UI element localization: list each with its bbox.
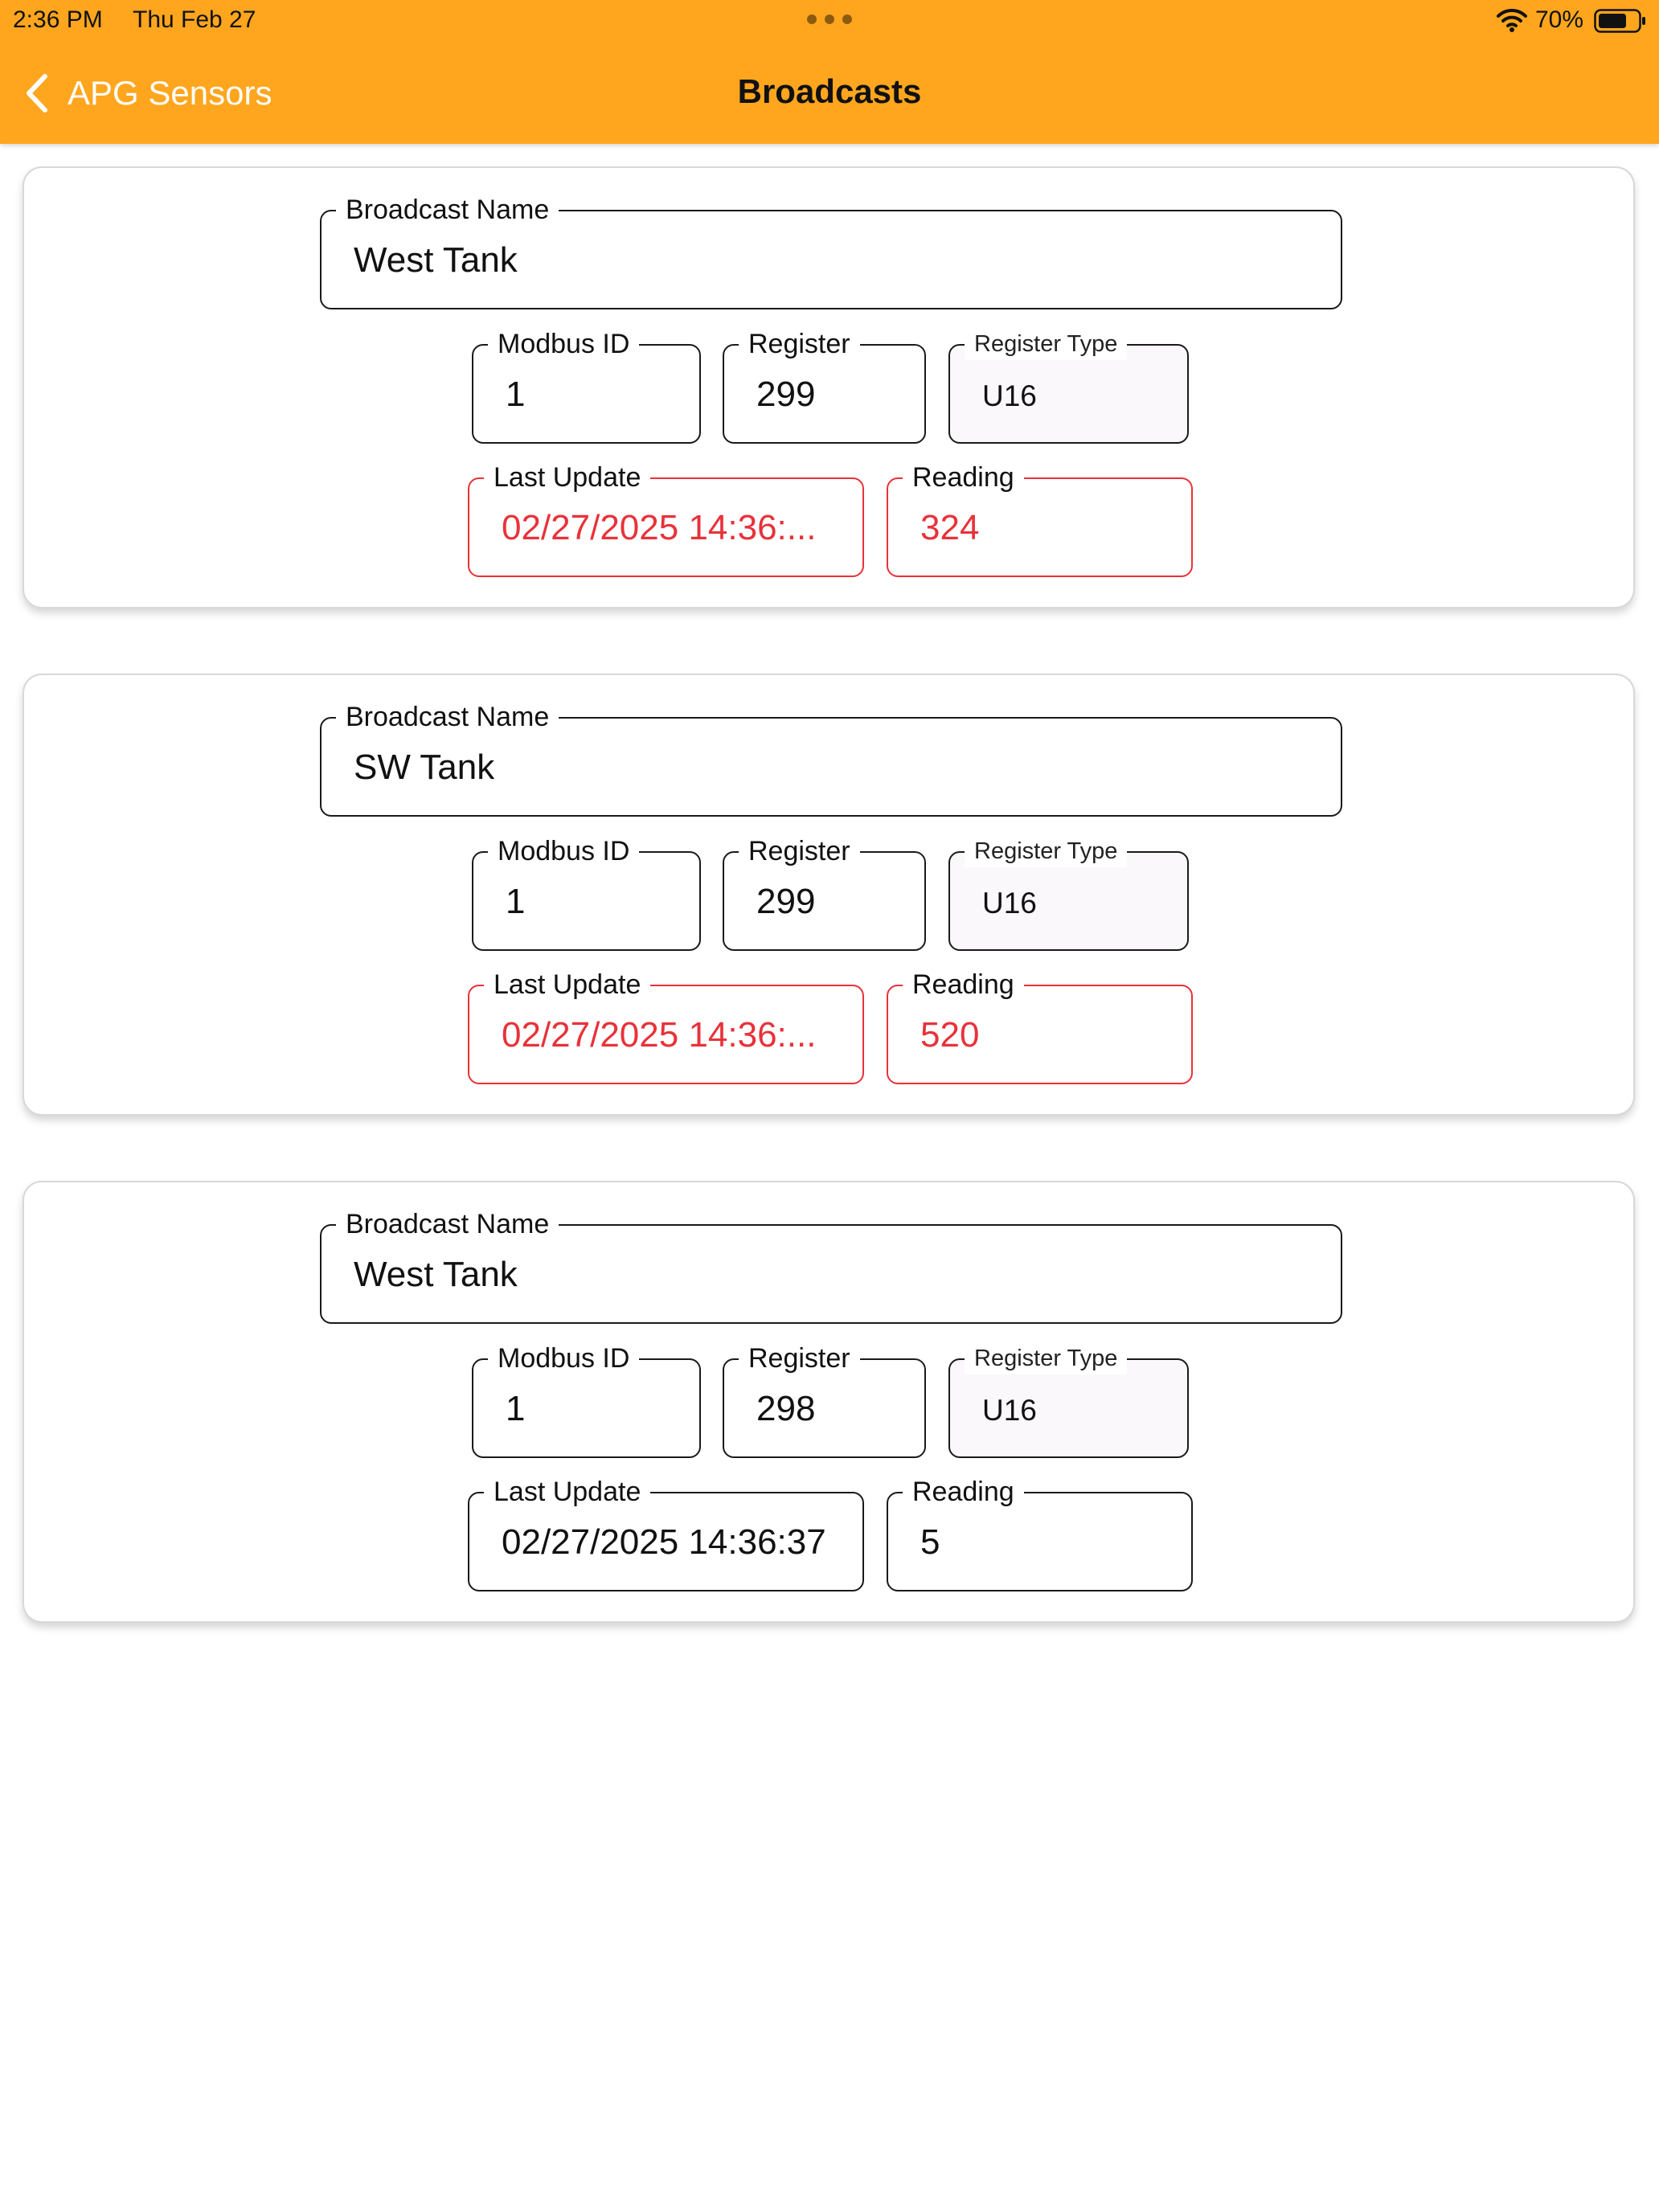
reading-value: 5 [920, 1522, 940, 1562]
reading-label: Reading [903, 967, 1024, 1002]
navigation-bar [0, 0, 1659, 144]
last-update-field [468, 1477, 864, 1591]
last-update-label: Last Update [484, 967, 650, 1002]
register-type-select[interactable] [948, 838, 1189, 951]
modbus-id-label: Modbus ID [488, 1341, 639, 1376]
register-type-label: Register Type [965, 1342, 1127, 1374]
modbus-id-value: 1 [506, 375, 526, 414]
more-dots-icon[interactable] [807, 14, 852, 24]
status-date: Thu Feb 27 [133, 6, 256, 33]
last-update-field [468, 462, 864, 577]
last-update-label: Last Update [484, 1474, 650, 1509]
reading-label: Reading [903, 1474, 1024, 1509]
broadcast-name-value: SW Tank [354, 748, 495, 787]
last-update-value: 02/27/2025 14:36:... [502, 1015, 817, 1055]
status-time: 2:36 PM [13, 6, 103, 33]
last-update-label: Last Update [484, 460, 650, 495]
broadcast-name-label: Broadcast Name [336, 699, 559, 735]
modbus-id-value: 1 [506, 882, 526, 921]
register-field[interactable] [723, 1343, 926, 1458]
battery-icon [1594, 8, 1647, 34]
battery-percentage: 70% [1535, 6, 1584, 33]
page-title: Broadcasts [737, 72, 922, 110]
back-button-label: APG Sensors [68, 74, 272, 112]
modbus-id-field[interactable] [472, 836, 701, 951]
register-label: Register [739, 1341, 860, 1376]
broadcast-name-field[interactable] [320, 1209, 1342, 1324]
modbus-id-label: Modbus ID [488, 834, 639, 869]
register-value: 299 [756, 882, 816, 921]
broadcast-name-field[interactable] [320, 195, 1342, 309]
reading-field [887, 969, 1193, 1084]
last-update-value: 02/27/2025 14:36:... [502, 508, 817, 547]
broadcast-name-value: West Tank [354, 1255, 518, 1294]
register-label: Register [739, 834, 860, 869]
register-label: Register [739, 326, 860, 362]
register-type-label: Register Type [965, 835, 1127, 867]
register-type-label: Register Type [965, 328, 1127, 360]
register-type-value: U16 [982, 887, 1037, 920]
broadcast-name-field[interactable] [320, 702, 1342, 817]
register-type-select[interactable] [948, 331, 1189, 444]
modbus-id-value: 1 [506, 1389, 526, 1428]
broadcast-name-label: Broadcast Name [336, 192, 559, 227]
modbus-id-field[interactable] [472, 329, 701, 444]
reading-value: 324 [920, 508, 980, 547]
register-field[interactable] [723, 329, 926, 444]
reading-field [887, 462, 1193, 577]
register-type-select[interactable] [948, 1346, 1189, 1458]
broadcast-card[interactable] [23, 674, 1635, 1116]
last-update-field [468, 969, 864, 1084]
broadcast-name-value: West Tank [354, 240, 518, 280]
last-update-value: 02/27/2025 14:36:37 [502, 1522, 826, 1562]
broadcast-card[interactable] [23, 166, 1635, 608]
register-value: 298 [756, 1389, 816, 1428]
broadcast-name-label: Broadcast Name [336, 1206, 559, 1242]
reading-value: 520 [920, 1015, 980, 1055]
register-field[interactable] [723, 836, 926, 951]
reading-label: Reading [903, 460, 1024, 495]
register-type-value: U16 [982, 1394, 1037, 1427]
wifi-icon [1497, 8, 1527, 32]
modbus-id-field[interactable] [472, 1343, 701, 1458]
register-type-value: U16 [982, 379, 1037, 412]
modbus-id-label: Modbus ID [488, 326, 639, 362]
register-value: 299 [756, 375, 816, 414]
broadcast-card[interactable] [23, 1181, 1635, 1623]
reading-field [887, 1477, 1193, 1591]
